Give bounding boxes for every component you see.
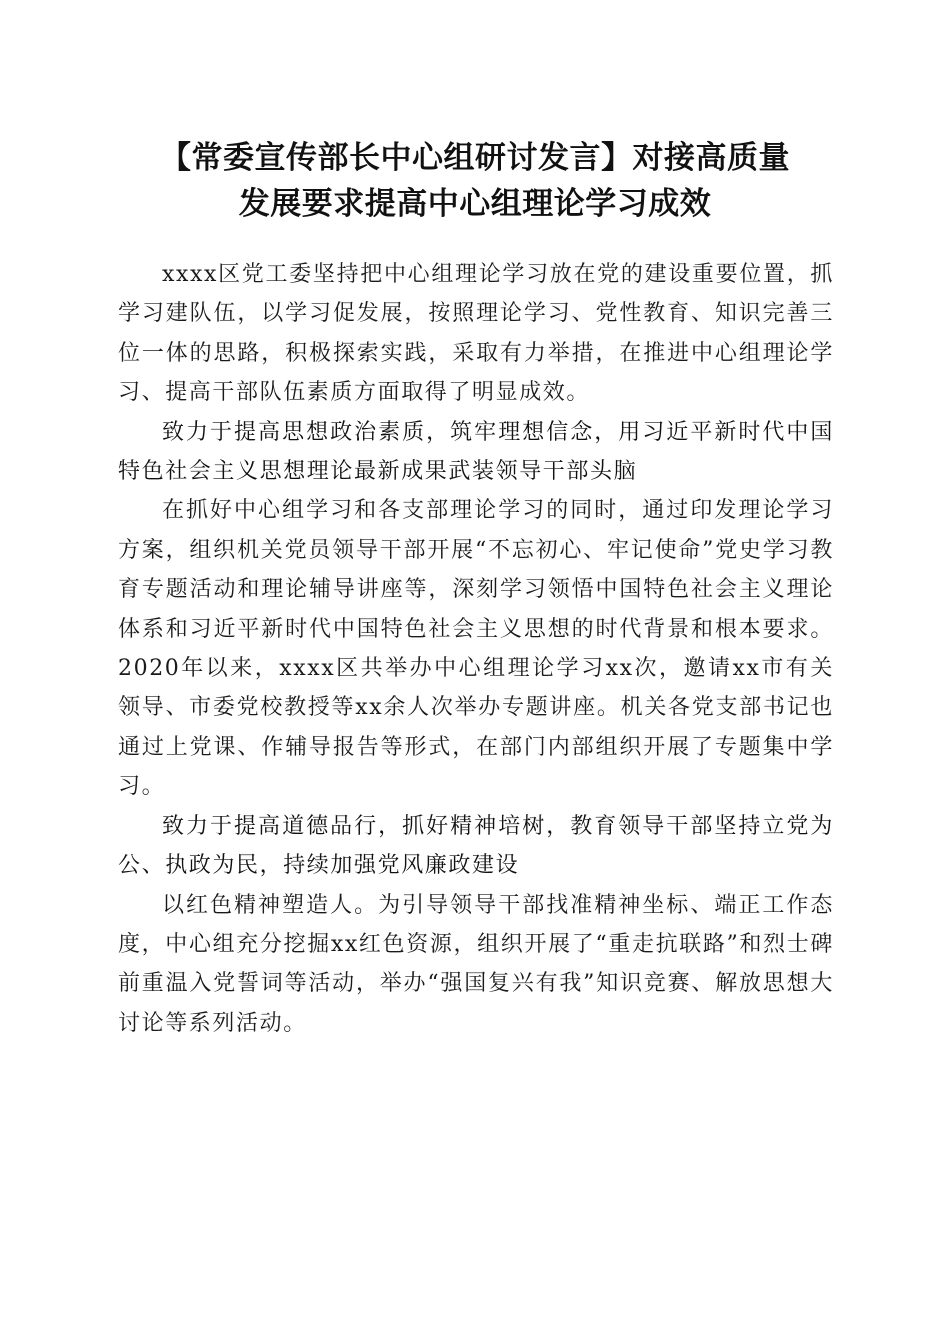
title-line-1: 【常委宣传部长中心组研讨发言】对接高质量: [160, 140, 790, 176]
body-paragraph-study: 在抓好中心组学习和各支部理论学习的同时，通过印发理论学习方案，组织机关党员领导干部开展“不忘初心、牢记使命”党史学习教育专题活动和理论辅导讲座等，深刻学习领悟中国特色社会主义理论体系和习近平新时代中国特色社会主义思想的时代背景和根本要求。2020年以来，xxxx区共举办中心组理论学习xx次，邀请xx市有关领导、市委党校教授等xx余人次举办专题讲座。机关各党支部书记也通过上党课、作辅导报告等形式，在部门内部组织开展了专题集中学习。: [118, 498, 834, 800]
body-paragraph-red-spirit: 以红色精神塑造人。为引导领导干部找准精神坐标、端正工作态度，中心组充分挖掘xx红色资源，组织开展了“重走抗联路”和烈士碑前重温入党誓词等活动，举办“强国复兴有我”知识竞赛、解放思想大讨论等系列活动。: [118, 892, 834, 1036]
document-title: [100, 135, 850, 227]
intro-paragraph: xxxx区党工委坚持把中心组理论学习放在党的建设重要位置，抓学习建队伍，以学习促发展，按照理论学习、党性教育、知识完善三位一体的思路，积极探索实践，采取有力举措，在推进中心组理论学习、提高干部队伍素质方面取得了明显成效。: [118, 262, 834, 406]
title-line-2: 发展要求提高中心组理论学习成效: [238, 186, 712, 222]
section-heading-political: 致力于提高思想政治素质，筑牢理想信念，用习近平新时代中国特色社会主义思想理论最新成果武装领导干部头脑: [118, 419, 834, 485]
document-body: [118, 255, 834, 1043]
section-heading-moral: 致力于提高道德品行，抓好精神培树，教育领导干部坚持立党为公、执政为民，持续加强党风廉政建设: [118, 813, 834, 879]
